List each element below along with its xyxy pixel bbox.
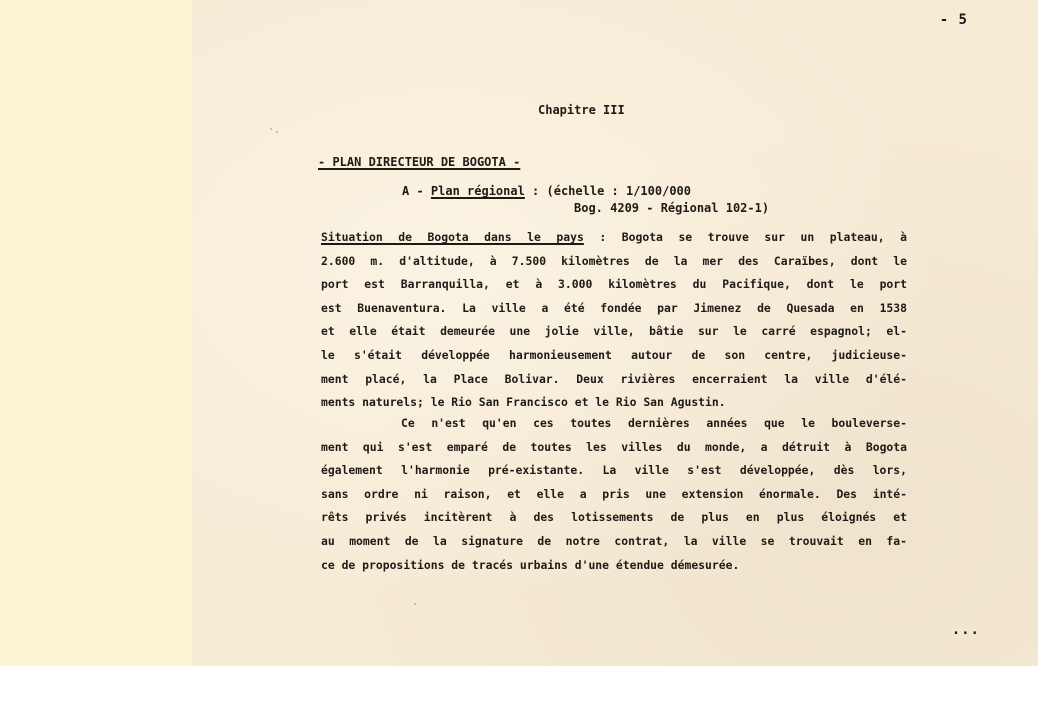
page-number: - 5: [939, 12, 968, 28]
section-title: [318, 155, 520, 169]
paragraph-line: également l'harmonie pré-existante. La ville s'est développée, dès lors,: [321, 463, 907, 478]
paragraph-line: sans ordre ni raison, et elle a pris une extension énormale. Des inté-: [321, 486, 907, 501]
document-page: [192, 0, 1038, 666]
paragraph-line: Ce n'est qu'en ces toutes dernières années que le bouleverse-: [401, 416, 907, 430]
paragraph-line: au moment de la signature de notre contrat, la ville se trouvait en fa-: [321, 533, 907, 548]
bottom-band: [0, 666, 1040, 720]
paragraph-line: est Buenaventura. La ville a été fondée par Jimenez de Quesada en 1538: [321, 300, 907, 315]
paragraph-development: [321, 412, 907, 577]
paragraph-line: ments naturels; le Rio San Francisco et le Rio San Agustin.: [321, 395, 726, 410]
paragraph-line: rêts privés incitèrent à des lotissements de plus en plus éloignés et: [321, 510, 907, 525]
paragraph-line: le s'était développée harmonieusement autour de son centre, judicieuse-: [321, 347, 907, 362]
paper-speck: [276, 131, 278, 133]
subsection-reference: Bog. 4209 - Régional 102-1): [574, 201, 770, 215]
subsection-prefix: A -: [402, 184, 431, 198]
subsection-scale: : (échelle : 1/100/000: [524, 184, 691, 198]
paragraph-line: Situation de Bogota dans le pays : Bogota se trouve sur un plateau, à: [321, 230, 907, 244]
section-title-text: - PLAN DIRECTEUR DE BOGOTA -: [318, 155, 521, 169]
paragraph-line: ment placé, la Place Bolivar. Deux rivières encerraient la ville d'élé-: [321, 371, 907, 386]
subsection-title: Plan régional: [430, 184, 525, 198]
paragraph-line: ce de propositions de tracés urbains d'une étendue démesurée.: [321, 557, 740, 572]
continuation-marker: ...: [951, 622, 980, 638]
paragraph-line: 2.600 m. d'altitude, à 7.500 kilomètres de la mer des Caraïbes, dont le: [321, 253, 907, 268]
subsection-heading: [402, 184, 691, 198]
left-margin: [0, 0, 192, 666]
paragraph-line: port est Barranquilla, et à 3.000 kilomètres du Pacifique, dont le port: [321, 277, 907, 292]
chapter-title: Chapitre III: [538, 103, 625, 117]
paragraph-situation: [321, 226, 907, 415]
paragraph-line: ment qui s'est emparé de toutes les villes du monde, a détruit à Bogota: [321, 439, 907, 454]
paragraph-line: et elle était demeurée une jolie ville, bâtie sur le carré espagnol; el-: [321, 324, 907, 339]
paper-speck: [414, 603, 416, 605]
paragraph-lead: Situation de Bogota dans le pays: [321, 230, 584, 244]
paper-speck: [270, 128, 272, 130]
